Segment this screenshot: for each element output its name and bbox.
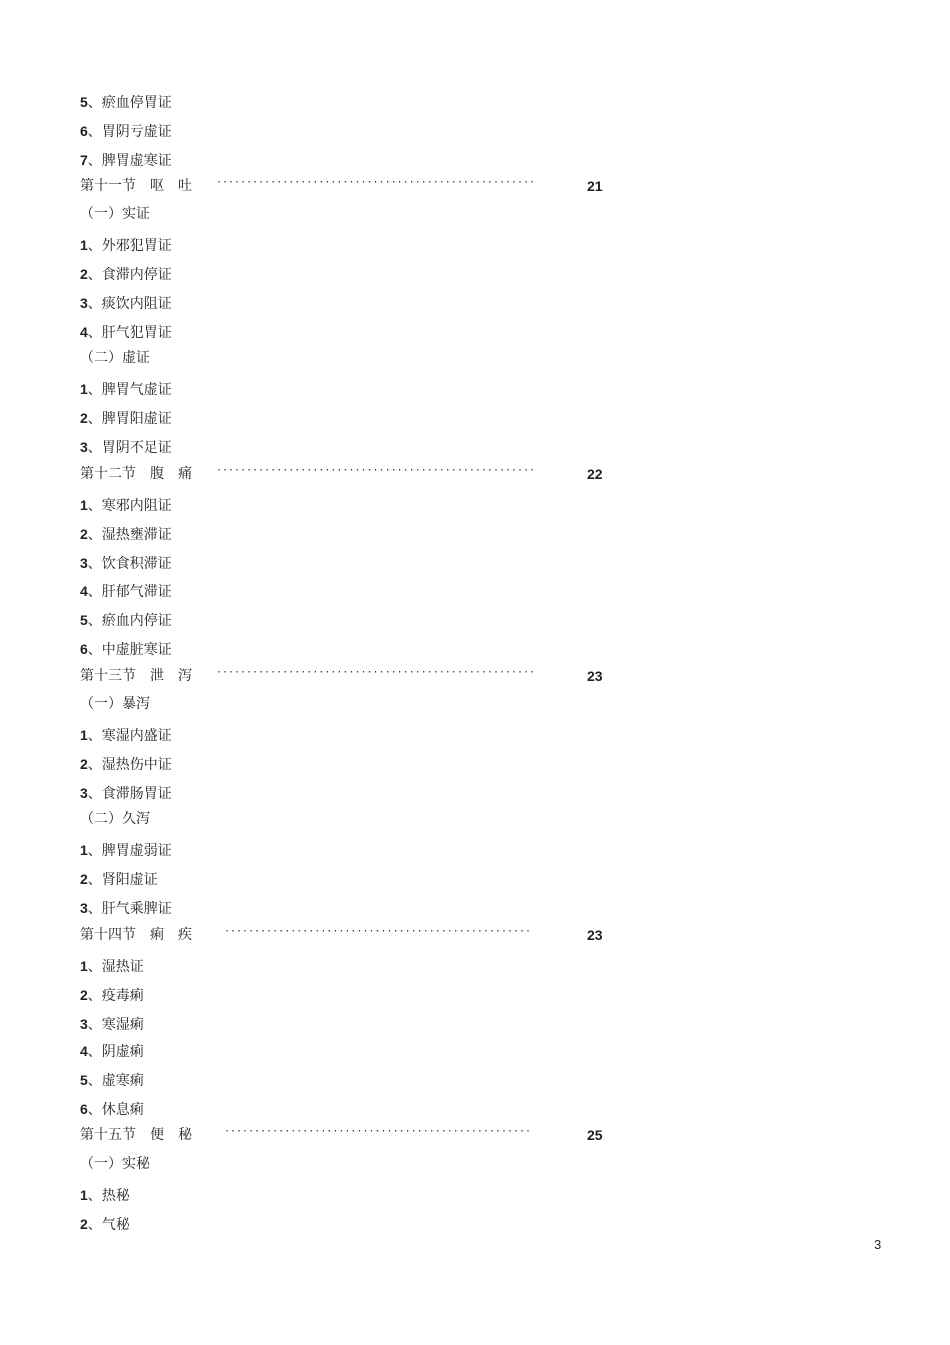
entry-text: 、胃阴不足证 <box>87 440 172 456</box>
section-page: 22 <box>587 466 603 482</box>
entry-text: 、肝气乘脾证 <box>87 901 172 917</box>
entry-text: 、外邪犯胃证 <box>87 238 172 254</box>
entry-text: 、休息痢 <box>87 1102 144 1118</box>
entry-number: 6 <box>80 1101 88 1117</box>
dot-leader: ··················································· <box>224 926 532 937</box>
entry-number: 3 <box>80 1016 88 1032</box>
entry-text: 、湿热壅滞证 <box>87 527 172 543</box>
entry-text: 、气秘 <box>87 1217 130 1233</box>
entry-number: 4 <box>80 1043 88 1059</box>
toc-entry <box>80 323 172 342</box>
entry-text: 、食滞肠胃证 <box>87 786 172 802</box>
entry-number: 3 <box>80 295 88 311</box>
entry-text: 、饮食积滞证 <box>87 556 172 572</box>
entry-number: 1 <box>80 497 88 513</box>
entry-number: 6 <box>80 123 88 139</box>
toc-entry <box>80 151 172 170</box>
entry-number: 2 <box>80 266 88 282</box>
toc-entry <box>80 986 144 1005</box>
dot-leader: ····················································· <box>216 667 536 678</box>
entry-text: 、肾阳虚证 <box>87 872 158 888</box>
toc-entry <box>80 265 172 284</box>
toc-entry <box>80 582 172 601</box>
section-page: 25 <box>587 1127 603 1143</box>
entry-text: 、胃阴亏虚证 <box>87 124 172 140</box>
entry-number: 2 <box>80 1216 88 1232</box>
toc-entry <box>80 611 172 630</box>
entry-text: 、虚寒痢 <box>87 1073 144 1089</box>
toc-entry <box>80 755 172 774</box>
entry-text: 、脾胃阳虚证 <box>87 411 172 427</box>
entry-number: 3 <box>80 900 88 916</box>
entry-number: 1 <box>80 381 88 397</box>
entry-number: 6 <box>80 641 88 657</box>
toc-entry <box>80 1215 130 1234</box>
toc-entry <box>80 957 144 976</box>
section-title: 第十二节 腹 痛 <box>80 466 192 482</box>
section-title: 第十五节 便 秘 <box>80 1127 192 1143</box>
entry-number: 1 <box>80 237 88 253</box>
entry-text: 、中虚脏寒证 <box>87 642 172 658</box>
subsection-heading: （二）虚证 <box>80 350 150 366</box>
entry-number: 5 <box>80 1072 88 1088</box>
page-number: 3 <box>874 1237 882 1252</box>
entry-number: 3 <box>80 555 88 571</box>
toc-entry <box>80 726 172 745</box>
toc-entry <box>80 640 172 659</box>
entry-text: 、疫毒痢 <box>87 988 144 1004</box>
toc-entry <box>80 93 172 112</box>
entry-number: 2 <box>80 526 88 542</box>
entry-text: 、阴虚痢 <box>87 1044 144 1060</box>
entry-number: 1 <box>80 727 88 743</box>
entry-text: 、食滞内停证 <box>87 267 172 283</box>
toc-entry <box>80 1071 144 1090</box>
toc-entry <box>80 1186 130 1205</box>
entry-number: 5 <box>80 612 88 628</box>
entry-text: 、湿热伤中证 <box>87 757 172 773</box>
entry-text: 、痰饮内阻证 <box>87 296 172 312</box>
entry-number: 1 <box>80 842 88 858</box>
toc-entry <box>80 122 172 141</box>
toc-entry <box>80 841 172 860</box>
toc-entry <box>80 554 172 573</box>
subsection-heading: （一）暴泻 <box>80 696 150 712</box>
toc-entry <box>80 236 172 255</box>
toc-entry <box>80 1100 144 1119</box>
entry-text: 、瘀血停胃证 <box>87 95 172 111</box>
section-page: 23 <box>587 668 603 684</box>
toc-entry <box>80 496 172 515</box>
toc-entry <box>80 1042 144 1061</box>
entry-number: 2 <box>80 987 88 1003</box>
toc-entry <box>80 409 172 428</box>
entry-number: 3 <box>80 785 88 801</box>
subsection-heading: （一）实秘 <box>80 1156 150 1172</box>
entry-text: 、肝郁气滞证 <box>87 584 172 600</box>
entry-text: 、寒湿内盛证 <box>87 728 172 744</box>
entry-text: 、瘀血内停证 <box>87 613 172 629</box>
entry-number: 5 <box>80 94 88 110</box>
toc-entry <box>80 870 158 889</box>
toc-entry <box>80 899 172 918</box>
entry-number: 3 <box>80 439 88 455</box>
section-page: 21 <box>587 178 603 194</box>
dot-leader: ····················································· <box>216 177 536 188</box>
dot-leader: ····················································· <box>216 465 536 476</box>
entry-text: 、脾胃虚寒证 <box>87 153 172 169</box>
entry-text: 、湿热证 <box>87 959 144 975</box>
toc-entry <box>80 784 172 803</box>
section-title: 第十四节 痢 疾 <box>80 927 192 943</box>
toc-entry <box>80 438 172 457</box>
subsection-heading: （二）久泻 <box>80 811 150 827</box>
entry-number: 7 <box>80 152 88 168</box>
toc-entry <box>80 1015 144 1034</box>
toc-entry <box>80 380 172 399</box>
entry-text: 、热秘 <box>87 1188 130 1204</box>
entry-text: 、脾胃气虚证 <box>87 382 172 398</box>
entry-number: 2 <box>80 756 88 772</box>
entry-number: 2 <box>80 871 88 887</box>
toc-entry <box>80 294 172 313</box>
section-title: 第十三节 泄 泻 <box>80 668 192 684</box>
entry-number: 2 <box>80 410 88 426</box>
section-page: 23 <box>587 927 603 943</box>
entry-number: 1 <box>80 1187 88 1203</box>
entry-text: 、肝气犯胃证 <box>87 325 172 341</box>
section-title: 第十一节 呕 吐 <box>80 178 192 194</box>
subsection-heading: （一）实证 <box>80 206 150 222</box>
entry-number: 4 <box>80 324 88 340</box>
entry-text: 、脾胃虚弱证 <box>87 843 172 859</box>
entry-text: 、寒邪内阻证 <box>87 498 172 514</box>
entry-number: 1 <box>80 958 88 974</box>
toc-entry <box>80 525 172 544</box>
dot-leader: ··················································· <box>224 1126 532 1137</box>
entry-text: 、寒湿痢 <box>87 1017 144 1033</box>
entry-number: 4 <box>80 583 88 599</box>
